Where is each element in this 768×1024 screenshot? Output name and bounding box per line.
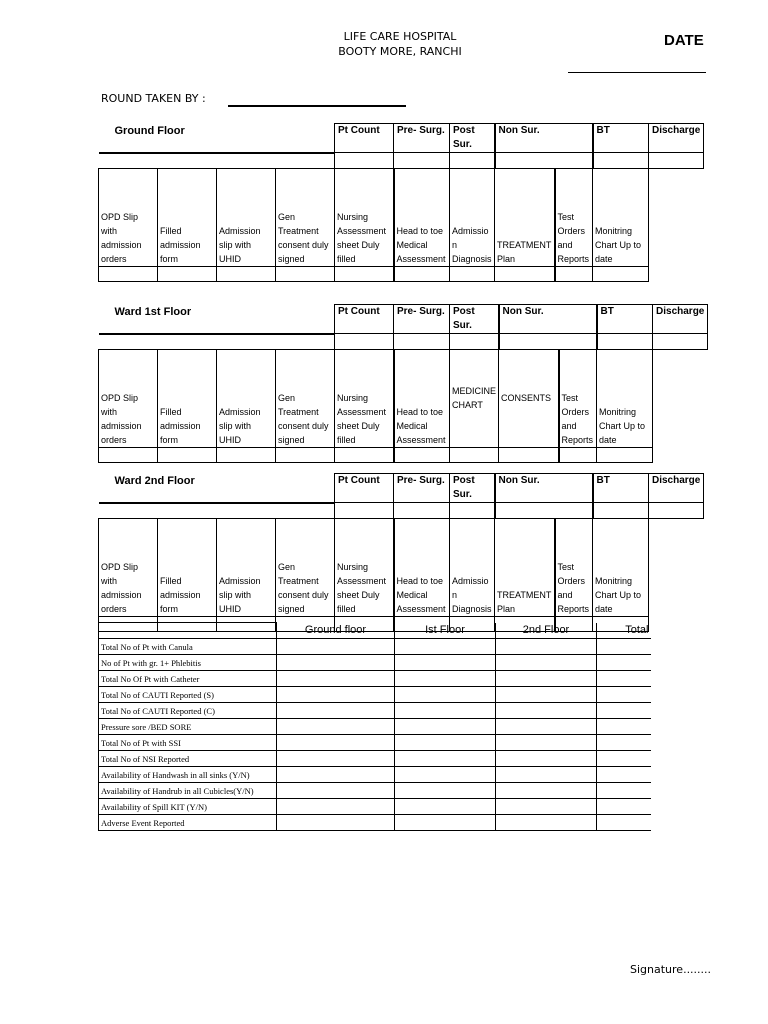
summary-cell[interactable] — [597, 687, 651, 703]
entry-cell[interactable] — [597, 447, 653, 462]
column-header: Pt Count — [335, 474, 394, 503]
summary-row — [99, 703, 651, 719]
summary-row-label: Total No of Pt with Canula — [99, 639, 277, 655]
checklist-item: Gen Treatment consent duly signed — [276, 518, 335, 616]
summary-cell[interactable] — [277, 735, 395, 751]
column-header: Post Sur. — [450, 474, 495, 503]
checklist-item: OPD Slip with admission orders — [99, 168, 158, 266]
count-cell[interactable] — [597, 334, 653, 350]
column-header: Non Sur. — [495, 474, 593, 503]
entry-cell[interactable] — [450, 447, 499, 462]
column-header: Pre- Surg. — [394, 474, 450, 503]
entry-cell[interactable] — [499, 447, 559, 462]
summary-column-header: Ist Floor — [395, 623, 496, 639]
summary-row-label: Total No of NSI Reported — [99, 751, 277, 767]
summary-cell[interactable] — [395, 751, 496, 767]
summary-row-label: Pressure sore /BED SORE — [99, 719, 277, 735]
summary-cell[interactable] — [597, 703, 651, 719]
count-cell[interactable] — [495, 153, 593, 169]
checklist-item: Test Orders and Reports — [555, 168, 593, 266]
summary-cell[interactable] — [496, 783, 597, 799]
summary-cell[interactable] — [496, 719, 597, 735]
summary-cell[interactable] — [496, 815, 597, 831]
entry-cell[interactable] — [394, 447, 450, 462]
checklist-item: Admission slip with UHID — [217, 168, 276, 266]
floor-title: Ward 1st Floor — [99, 305, 335, 334]
hospital-name: LIFE CARE HOSPITAL — [343, 30, 457, 43]
summary-row — [99, 655, 651, 671]
checklist-item: Filled admission form — [158, 168, 217, 266]
summary-cell[interactable] — [496, 655, 597, 671]
summary-cell[interactable] — [597, 719, 651, 735]
summary-row-label: Availability of Spill KIT (Y/N) — [99, 799, 277, 815]
summary-column-header: Ground floor — [277, 623, 395, 639]
summary-cell[interactable] — [496, 735, 597, 751]
checklist-item: Admission slip with UHID — [217, 518, 276, 616]
summary-corner — [99, 623, 277, 639]
summary-table — [98, 622, 651, 831]
count-cell[interactable] — [450, 334, 499, 350]
summary-cell[interactable] — [496, 703, 597, 719]
summary-cell[interactable] — [597, 767, 651, 783]
summary-cell[interactable] — [395, 783, 496, 799]
entry-cell[interactable] — [450, 266, 495, 281]
checklist-item: Head to toe Medical Assessment — [394, 349, 450, 447]
column-header: BT — [597, 305, 653, 334]
count-cell[interactable] — [593, 153, 649, 169]
summary-cell[interactable] — [395, 671, 496, 687]
column-header: Discharge — [649, 474, 704, 503]
column-header: Non Sur. — [495, 124, 593, 153]
count-cell[interactable] — [653, 334, 708, 350]
count-cell[interactable] — [593, 503, 649, 519]
summary-row — [99, 671, 651, 687]
count-cell[interactable] — [335, 334, 394, 350]
checklist-item: Admissio n Diagnosis — [450, 168, 495, 266]
summary-cell[interactable] — [395, 703, 496, 719]
summary-row — [99, 767, 651, 783]
column-header: Pt Count — [335, 124, 394, 153]
count-cell[interactable] — [394, 334, 450, 350]
summary-cell[interactable] — [395, 639, 496, 655]
entry-cell[interactable] — [555, 266, 593, 281]
summary-cell[interactable] — [597, 799, 651, 815]
checklist-item: Head to toe Medical Assessment — [394, 168, 450, 266]
summary-cell[interactable] — [496, 639, 597, 655]
checklist-item: Admissio n Diagnosis — [450, 518, 495, 616]
checklist-item: Monitring Chart Up to date — [593, 518, 649, 616]
date-label: DATE — [664, 32, 704, 49]
summary-row-label: No of Pt with gr. 1+ Phlebitis — [99, 655, 277, 671]
summary-cell[interactable] — [395, 719, 496, 735]
summary-cell[interactable] — [496, 687, 597, 703]
summary-cell[interactable] — [277, 671, 395, 687]
checklist-item: Monitring Chart Up to date — [597, 349, 653, 447]
summary-cell[interactable] — [277, 783, 395, 799]
entry-cell[interactable] — [217, 266, 276, 281]
floor-table — [98, 304, 708, 463]
checklist-item: Nursing Assessment sheet Duly filled — [335, 349, 394, 447]
summary-cell[interactable] — [597, 815, 651, 831]
checklist-item: Test Orders and Reports — [559, 349, 597, 447]
summary-cell[interactable] — [277, 719, 395, 735]
summary-column-header: 2nd Floor — [496, 623, 597, 639]
summary-cell[interactable] — [597, 735, 651, 751]
summary-cell[interactable] — [496, 751, 597, 767]
entry-cell[interactable] — [335, 447, 394, 462]
checklist-item: Nursing Assessment sheet Duly filled — [335, 168, 394, 266]
column-header: Pre- Surg. — [394, 305, 450, 334]
count-cell[interactable] — [394, 503, 450, 519]
summary-cell[interactable] — [496, 671, 597, 687]
checklist-item: Nursing Assessment sheet Duly filled — [335, 518, 394, 616]
checklist-item: OPD Slip with admission orders — [99, 349, 158, 447]
column-header: Discharge — [649, 124, 704, 153]
count-cell[interactable] — [495, 503, 593, 519]
entry-cell[interactable] — [99, 266, 158, 281]
column-header: Pre- Surg. — [394, 124, 450, 153]
summary-row-label: Total No of CAUTI Reported (S) — [99, 687, 277, 703]
summary-row-label: Total No of CAUTI Reported (C) — [99, 703, 277, 719]
summary-cell[interactable] — [277, 751, 395, 767]
summary-column-header: Total — [597, 623, 651, 639]
checklist-item: Gen Treatment consent duly signed — [276, 349, 335, 447]
entry-cell[interactable] — [158, 447, 217, 462]
round-taken-by-field[interactable] — [228, 105, 406, 107]
summary-row — [99, 639, 651, 655]
column-header: BT — [593, 124, 649, 153]
entry-cell[interactable] — [99, 447, 158, 462]
summary-cell[interactable] — [277, 639, 395, 655]
date-field[interactable] — [568, 72, 706, 73]
checklist-item: Admission slip with UHID — [217, 349, 276, 447]
count-cell[interactable] — [450, 153, 495, 169]
summary-cell[interactable] — [597, 655, 651, 671]
checklist-item: TREATMENT Plan — [495, 518, 555, 616]
entry-cell[interactable] — [495, 266, 555, 281]
floor-title: Ground Floor — [99, 124, 335, 153]
summary-cell[interactable] — [395, 735, 496, 751]
summary-row — [99, 751, 651, 767]
count-cell[interactable] — [450, 503, 495, 519]
summary-row-label: Total No Of Pt with Catheter — [99, 671, 277, 687]
count-cell[interactable] — [335, 503, 394, 519]
checklist-item: Gen Treatment consent duly signed — [276, 168, 335, 266]
entry-cell[interactable] — [217, 447, 276, 462]
summary-row-label: Availability of Handrub in all Cubicles(Y/N) — [99, 783, 277, 799]
summary-cell[interactable] — [496, 799, 597, 815]
checklist-item: Filled admission form — [158, 518, 217, 616]
checklist-item: OPD Slip with admission orders — [99, 518, 158, 616]
checklist-item: MEDICINE CHART — [450, 349, 499, 447]
summary-cell[interactable] — [597, 751, 651, 767]
count-cell[interactable] — [335, 153, 394, 169]
count-cell[interactable] — [649, 153, 704, 169]
floor-title: Ward 2nd Floor — [99, 474, 335, 503]
column-header: Post Sur. — [450, 124, 495, 153]
summary-row — [99, 783, 651, 799]
summary-row — [99, 719, 651, 735]
column-header: BT — [593, 474, 649, 503]
checklist-item: Filled admission form — [158, 349, 217, 447]
summary-cell[interactable] — [395, 799, 496, 815]
summary-cell[interactable] — [496, 767, 597, 783]
summary-row — [99, 735, 651, 751]
summary-cell[interactable] — [277, 687, 395, 703]
round-taken-by-label: ROUND TAKEN BY : — [101, 92, 206, 105]
hospital-address: BOOTY MORE, RANCHI — [338, 45, 462, 58]
entry-cell[interactable] — [593, 266, 649, 281]
entry-cell[interactable] — [394, 266, 450, 281]
summary-cell[interactable] — [277, 703, 395, 719]
checklist-item: CONSENTS — [499, 349, 559, 447]
column-header: Post Sur. — [450, 305, 499, 334]
column-header: Non Sur. — [499, 305, 597, 334]
summary-cell[interactable] — [277, 655, 395, 671]
summary-cell[interactable] — [277, 767, 395, 783]
summary-cell[interactable] — [277, 815, 395, 831]
summary-cell[interactable] — [597, 639, 651, 655]
summary-cell[interactable] — [395, 655, 496, 671]
column-header: Pt Count — [335, 305, 394, 334]
summary-row-label: Adverse Event Reported — [99, 815, 277, 831]
summary-row-label: Total No of Pt with SSI — [99, 735, 277, 751]
summary-cell[interactable] — [277, 799, 395, 815]
summary-row — [99, 687, 651, 703]
checklist-item: TREATMENT Plan — [495, 168, 555, 266]
floor-table — [98, 473, 704, 632]
checklist-item: Head to toe Medical Assessment — [394, 518, 450, 616]
summary-cell[interactable] — [395, 815, 496, 831]
summary-row — [99, 815, 651, 831]
entry-cell[interactable] — [335, 266, 394, 281]
count-cell[interactable] — [649, 503, 704, 519]
summary-cell[interactable] — [597, 783, 651, 799]
summary-cell[interactable] — [395, 767, 496, 783]
summary-cell[interactable] — [597, 671, 651, 687]
summary-row — [99, 799, 651, 815]
signature-label: Signature........ — [630, 963, 712, 976]
count-cell[interactable] — [394, 153, 450, 169]
column-header: Discharge — [653, 305, 708, 334]
checklist-item: Monitring Chart Up to date — [593, 168, 649, 266]
count-cell[interactable] — [499, 334, 597, 350]
checklist-item: Test Orders and Reports — [555, 518, 593, 616]
entry-cell[interactable] — [276, 447, 335, 462]
entry-cell[interactable] — [559, 447, 597, 462]
entry-cell[interactable] — [158, 266, 217, 281]
summary-row-label: Availability of Handwash in all sinks (Y/N) — [99, 767, 277, 783]
summary-cell[interactable] — [395, 687, 496, 703]
floor-table — [98, 123, 704, 282]
entry-cell[interactable] — [276, 266, 335, 281]
